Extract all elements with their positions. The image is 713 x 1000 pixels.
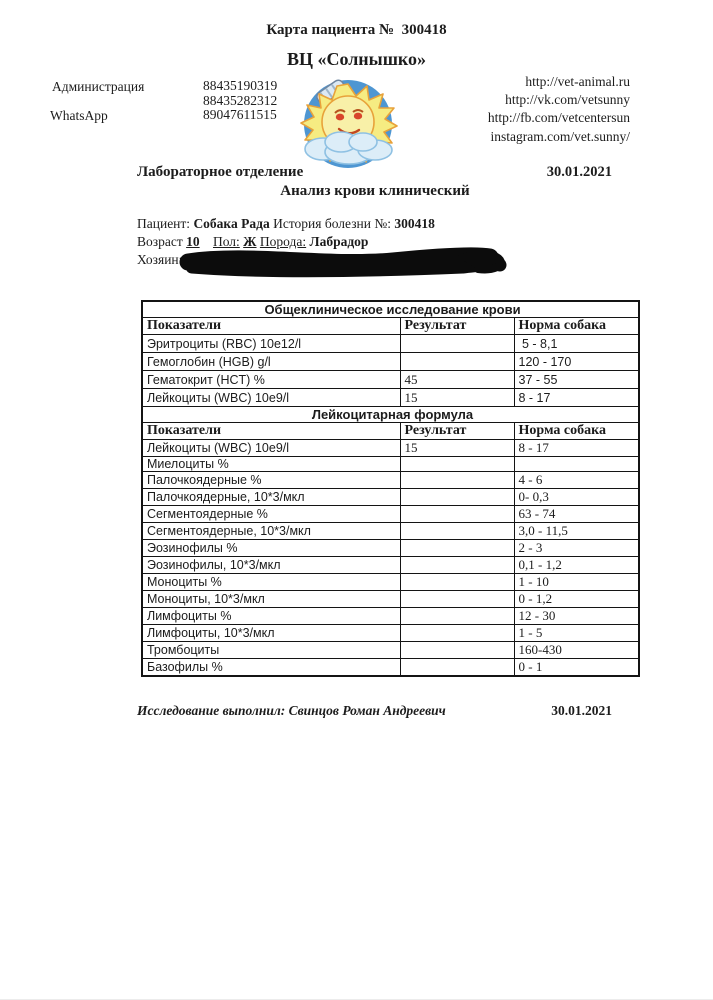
column-header-indicator: Показатели xyxy=(142,423,400,440)
table-row: Гематокрит (HCT) % 45 37 - 55 xyxy=(142,371,639,389)
breed-label: Порода: xyxy=(259,233,307,249)
table-row: Сегментоядерные % 63 - 74 xyxy=(142,506,639,523)
patient-line xyxy=(137,215,435,233)
column-header-indicator: Показатели xyxy=(142,318,400,335)
phone-numbers xyxy=(203,79,277,123)
phone-number: 88435190319 xyxy=(203,78,278,93)
table-row: Базофилы % 0 - 1 xyxy=(142,659,639,677)
table-row: Гемоглобин (HGB) g/l 120 - 170 xyxy=(142,353,639,371)
section-title-general: Общеклиническое исследование крови xyxy=(142,301,639,318)
sex-value: Ж xyxy=(243,233,257,249)
footer-date: 30.01.2021 xyxy=(551,703,612,718)
history-label: История болезни №: xyxy=(273,216,391,231)
website-link: instagram.com/vet.sunny/ xyxy=(490,128,630,144)
sex-label: Пол: xyxy=(212,233,240,249)
whatsapp-label: WhatsApp xyxy=(50,108,108,123)
history-number: 300418 xyxy=(394,216,435,231)
table-row: Палочкоядерные % 4 - 6 xyxy=(142,472,639,489)
table-row: Палочкоядерные, 10*3/мкл 0- 0,3 xyxy=(142,489,639,506)
table-row: Эритроциты (RBC) 10e12/l 5 - 8,1 xyxy=(142,335,639,353)
table-row: Моноциты % 1 - 10 xyxy=(142,574,639,591)
table-row: Лимфоциты, 10*3/мкл 1 - 5 xyxy=(142,625,639,642)
phone-number: 89047611515 xyxy=(203,107,277,123)
table-row: Лимфоциты % 12 - 30 xyxy=(142,608,639,625)
column-header-result: Результат xyxy=(400,318,514,335)
patient-name: Собака Рада xyxy=(193,216,270,231)
age-label: Возраст xyxy=(137,233,183,249)
column-header-norm: Норма собака xyxy=(514,318,639,335)
phone-number: 88435282312 xyxy=(203,92,278,108)
column-header-norm: Норма собака xyxy=(514,423,639,440)
website-link: http://vet-animal.ru xyxy=(525,74,630,89)
table-row: Сегментоядерные, 10*3/мкл 3,0 - 11,5 xyxy=(142,523,639,540)
website-link: http://fb.com/vetcentersun xyxy=(487,110,630,126)
lab-results-table xyxy=(141,300,640,677)
table-row: Эозинофилы % 2 - 3 xyxy=(142,540,639,557)
column-header-result: Результат xyxy=(400,423,514,440)
patient-label: Пациент: xyxy=(137,216,191,231)
performed-by: Исследование выполнил: Свинцов Роман Андреевич xyxy=(137,703,446,718)
owner-redaction-scribble xyxy=(178,243,513,285)
table-row: Моноциты, 10*3/мкл 0 - 1,2 xyxy=(142,591,639,608)
sun-cloud-logo-icon xyxy=(293,72,405,172)
clinic-name: ВЦ «Солнышко» xyxy=(286,49,427,69)
table-row: Миелоциты % xyxy=(142,457,639,472)
table-row: Лейкоциты (WBC) 10e9/l 15 8 - 17 xyxy=(142,440,639,457)
table-row: Тромбоциты 160-430 xyxy=(142,642,639,659)
owner-label: Хозяин: xyxy=(137,251,183,267)
website-links xyxy=(488,73,630,146)
table-row: Эозинофилы, 10*3/мкл 0,1 - 1,2 xyxy=(142,557,639,574)
table-row: Лейкоциты (WBC) 10e9/l 15 8 - 17 xyxy=(142,389,639,407)
breed-value: Лабрадор xyxy=(309,233,369,249)
section-title-leukocyte: Лейкоцитарная формула xyxy=(142,407,639,423)
website-link: http://vk.com/vetsunny xyxy=(505,92,630,108)
administration-label: Администрация xyxy=(52,79,145,94)
age-value: 10 xyxy=(186,233,200,249)
card-number-title: Карта пациента № 300418 xyxy=(266,22,447,38)
report-title: Анализ крови клинический xyxy=(280,183,470,199)
department-title: Лабораторное отделение xyxy=(137,164,304,180)
report-date: 30.01.2021 xyxy=(546,164,612,180)
